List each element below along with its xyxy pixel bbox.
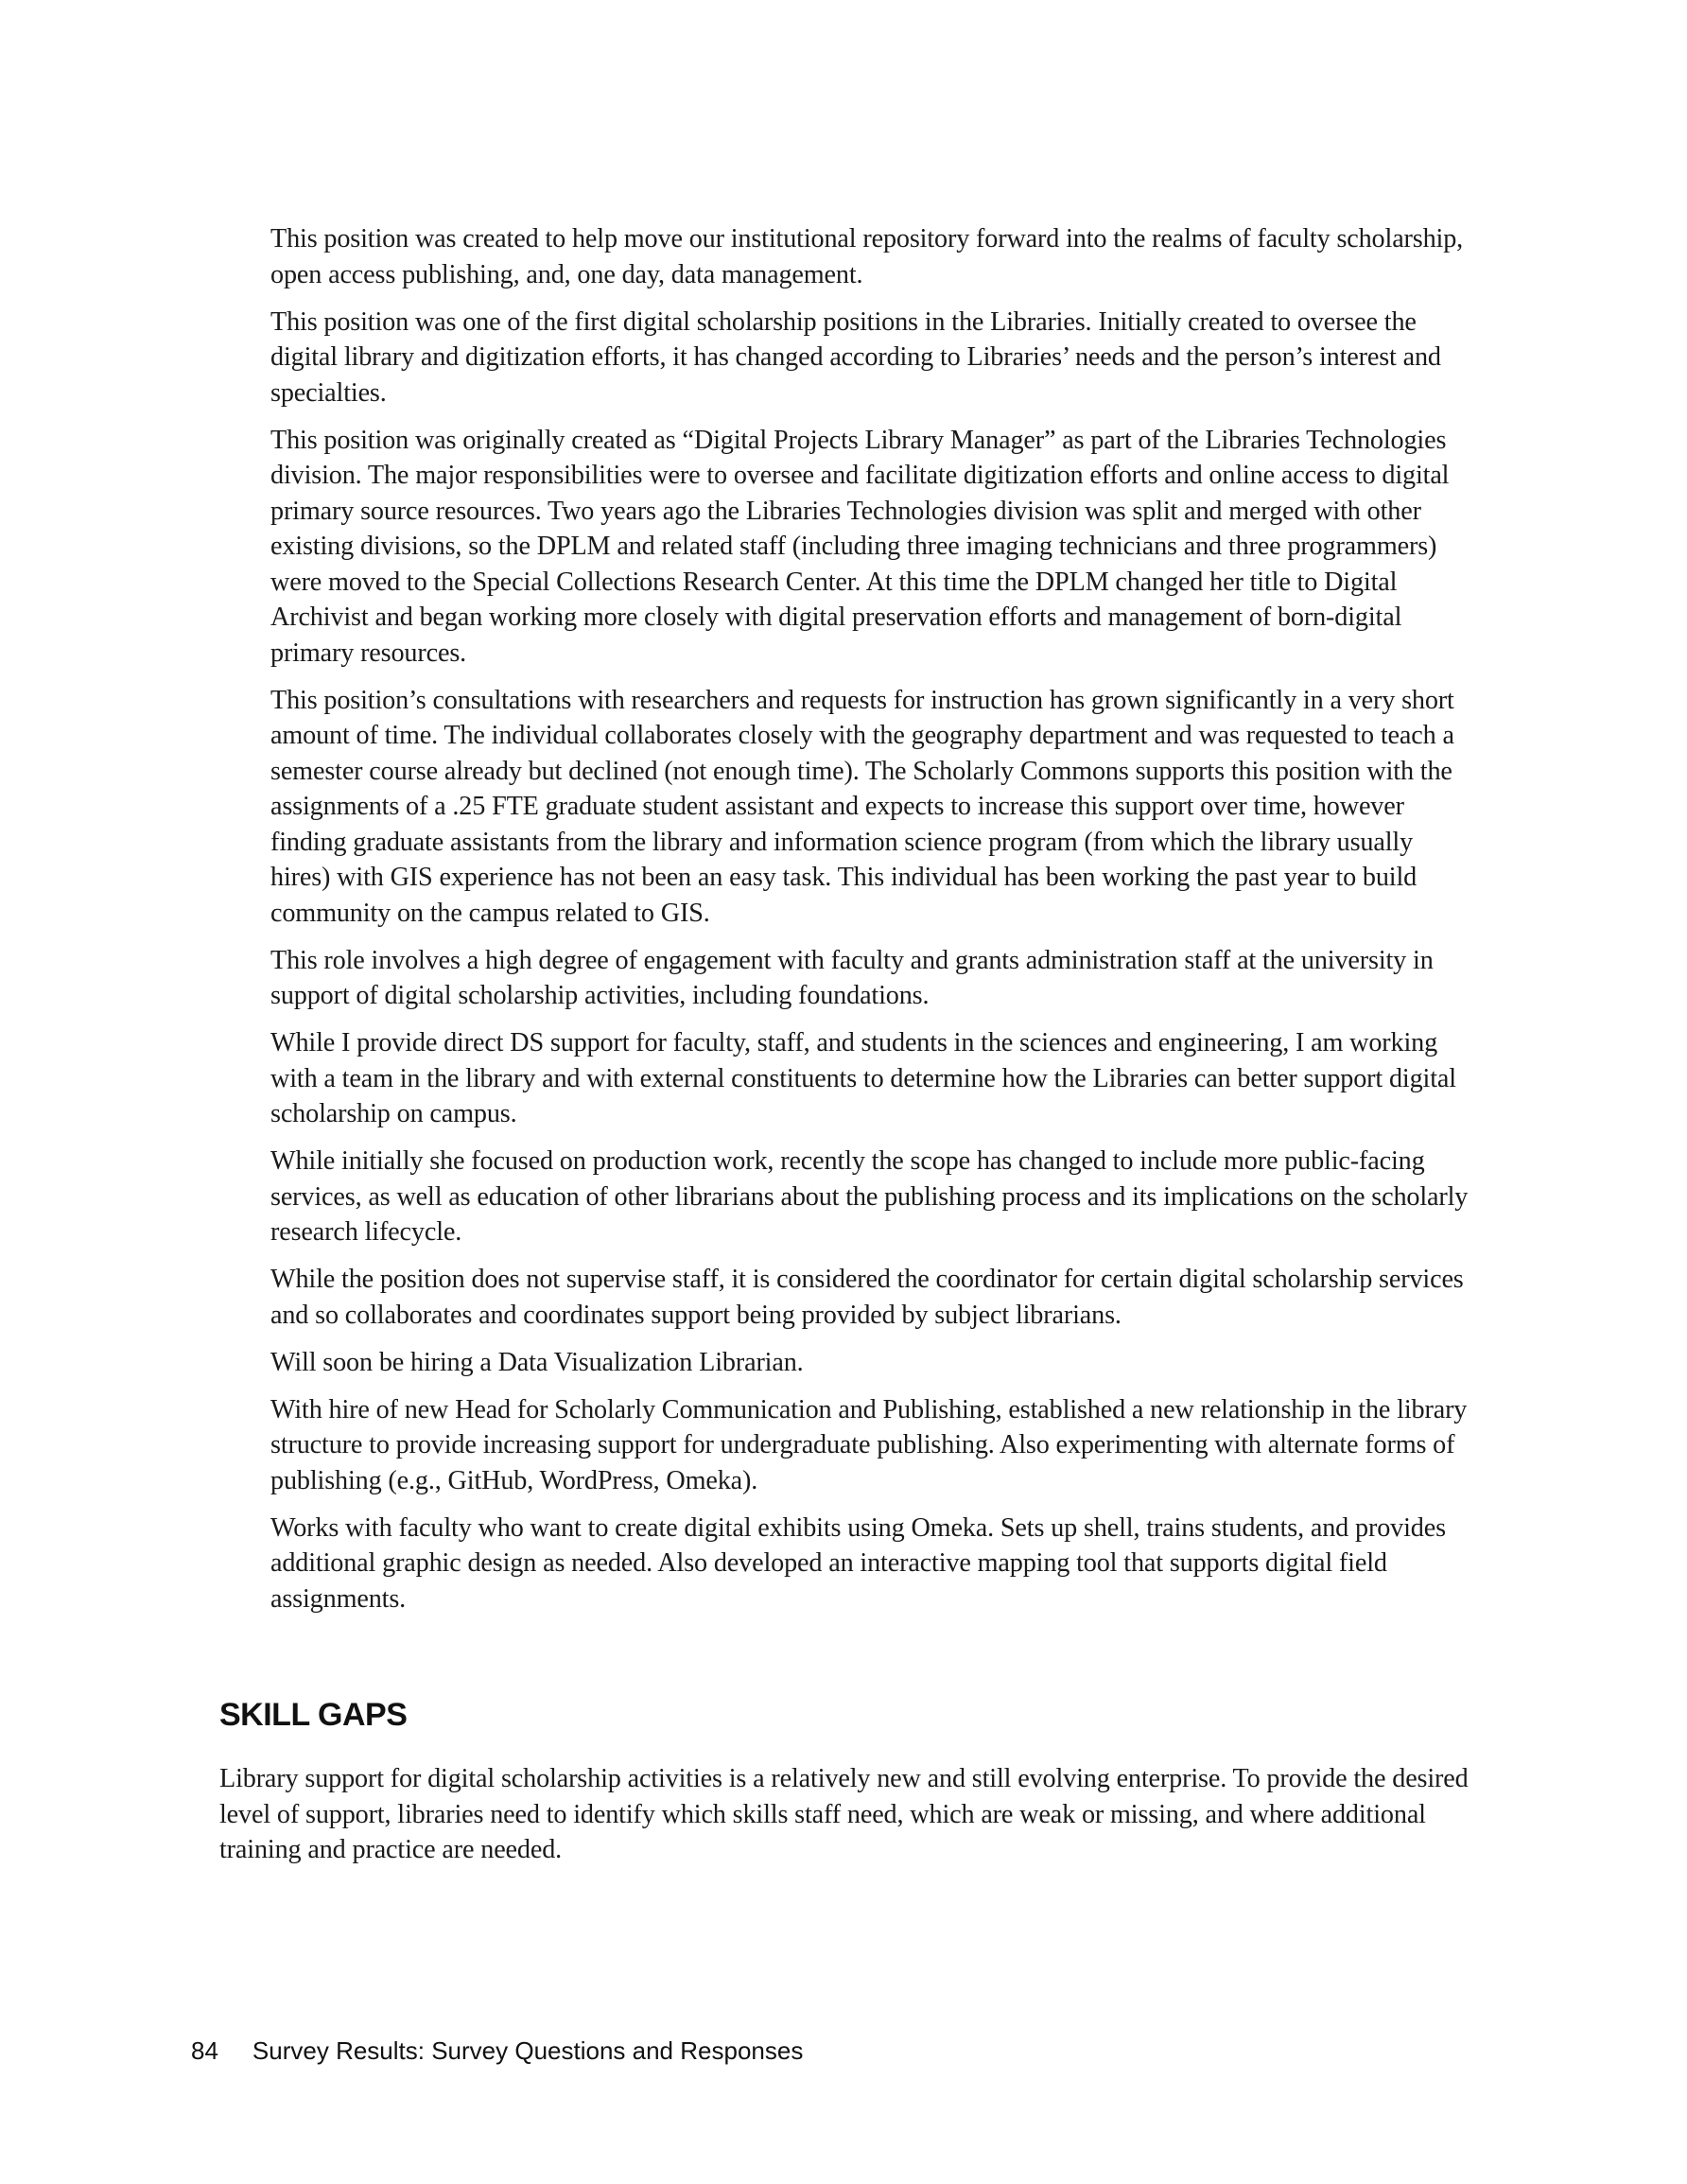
response-paragraph: While initially she focused on production work, recently the scope has changed to include more public-facing services, as well as education of other librarians about the publishing process and its implications on the scholarly research lifecycle. (270, 1146, 1469, 1247)
response-paragraph: Works with faculty who want to create digital exhibits using Omeka. Sets up shell, trains students, and provides additional graphic design as needed. Also developed an interactive mapping tool that supports digital field assignments. (270, 1512, 1446, 1614)
response-paragraph: With hire of new Head for Scholarly Communication and Publishing, established a new relationship in the library structure to provide increasing support for undergraduate publishing. Also experimenting with alternate forms of publishing (e.g., GitHub, WordPress, Omeka). (270, 1394, 1468, 1495)
response-paragraph: While the position does not supervise staff, it is considered the coordinator for certain digital scholarship services and so collaborates and coordinates support being provided by subject librarians. (270, 1265, 1464, 1330)
response-paragraph: This position’s consultations with researchers and requests for instruction has grown significantly in a very short amount of time. The individual collaborates closely with the geography department and was requested to teach a semester course already but declined (not enough time). The Scholarly Commons supports this position with the assignments of a .25 FTE graduate student assistant and expects to increase this support over time, however finding graduate assistants from the library and information science program (from which the library usually hires) with GIS experience has not been an easy task. This individual has been working the past year to build community on the campus related to GIS. (270, 685, 1454, 928)
response-paragraph: This position was originally created as “Digital Projects Library Manager” as part of the Libraries Technologies division. The major responsibilities were to oversee and facilitate digitization efforts and online access to digital primary source resources. Two years ago the Libraries Technologies division was split and merged with other existing divisions, so the DPLM and related staff (including three imaging technicians and three programmers) were moved to the Special Collections Research Center. At this time the DPLM changed her title to Digital Archivist and began working more closely with digital preservation efforts and management of born-digital primary resources. (270, 425, 1450, 668)
response-paragraph: This role involves a high degree of engagement with faculty and grants administration staff at the university in support of digital scholarship activities, including foundations. (270, 945, 1434, 1010)
section-intro-paragraph: Library support for digital scholarship activities is a relatively new and still evolving enterprise. To provide the desired level of support, libraries need to identify which skills staff need, which are weak or missing, and where additional training and practice are needed. (219, 1764, 1469, 1864)
response-paragraph: This position was one of the first digital scholarship positions in the Libraries. Initially created to oversee the digital library and digitization efforts, it has changed according to Libraries’ needs and the person’s interest and specialties. (270, 306, 1441, 408)
section-heading-skill-gaps: SKILL GAPS (219, 1697, 408, 1733)
running-title: Survey Results: Survey Questions and Responses (252, 2036, 804, 2065)
page-footer (191, 2035, 803, 2066)
page-number: 84 (191, 2036, 218, 2065)
response-paragraph: While I provide direct DS support for faculty, staff, and students in the sciences and engineering, I am working with a team in the library and with external constituents to determine how the Libraries can better support digital scholarship on campus. (270, 1028, 1456, 1128)
survey-responses-list (270, 221, 1471, 1629)
response-paragraph: This position was created to help move our institutional repository forward into the realms of faculty scholarship, open access publishing, and, one day, data management. (270, 224, 1464, 289)
response-paragraph: Will soon be hiring a Data Visualization Librarian. (270, 1347, 804, 1377)
